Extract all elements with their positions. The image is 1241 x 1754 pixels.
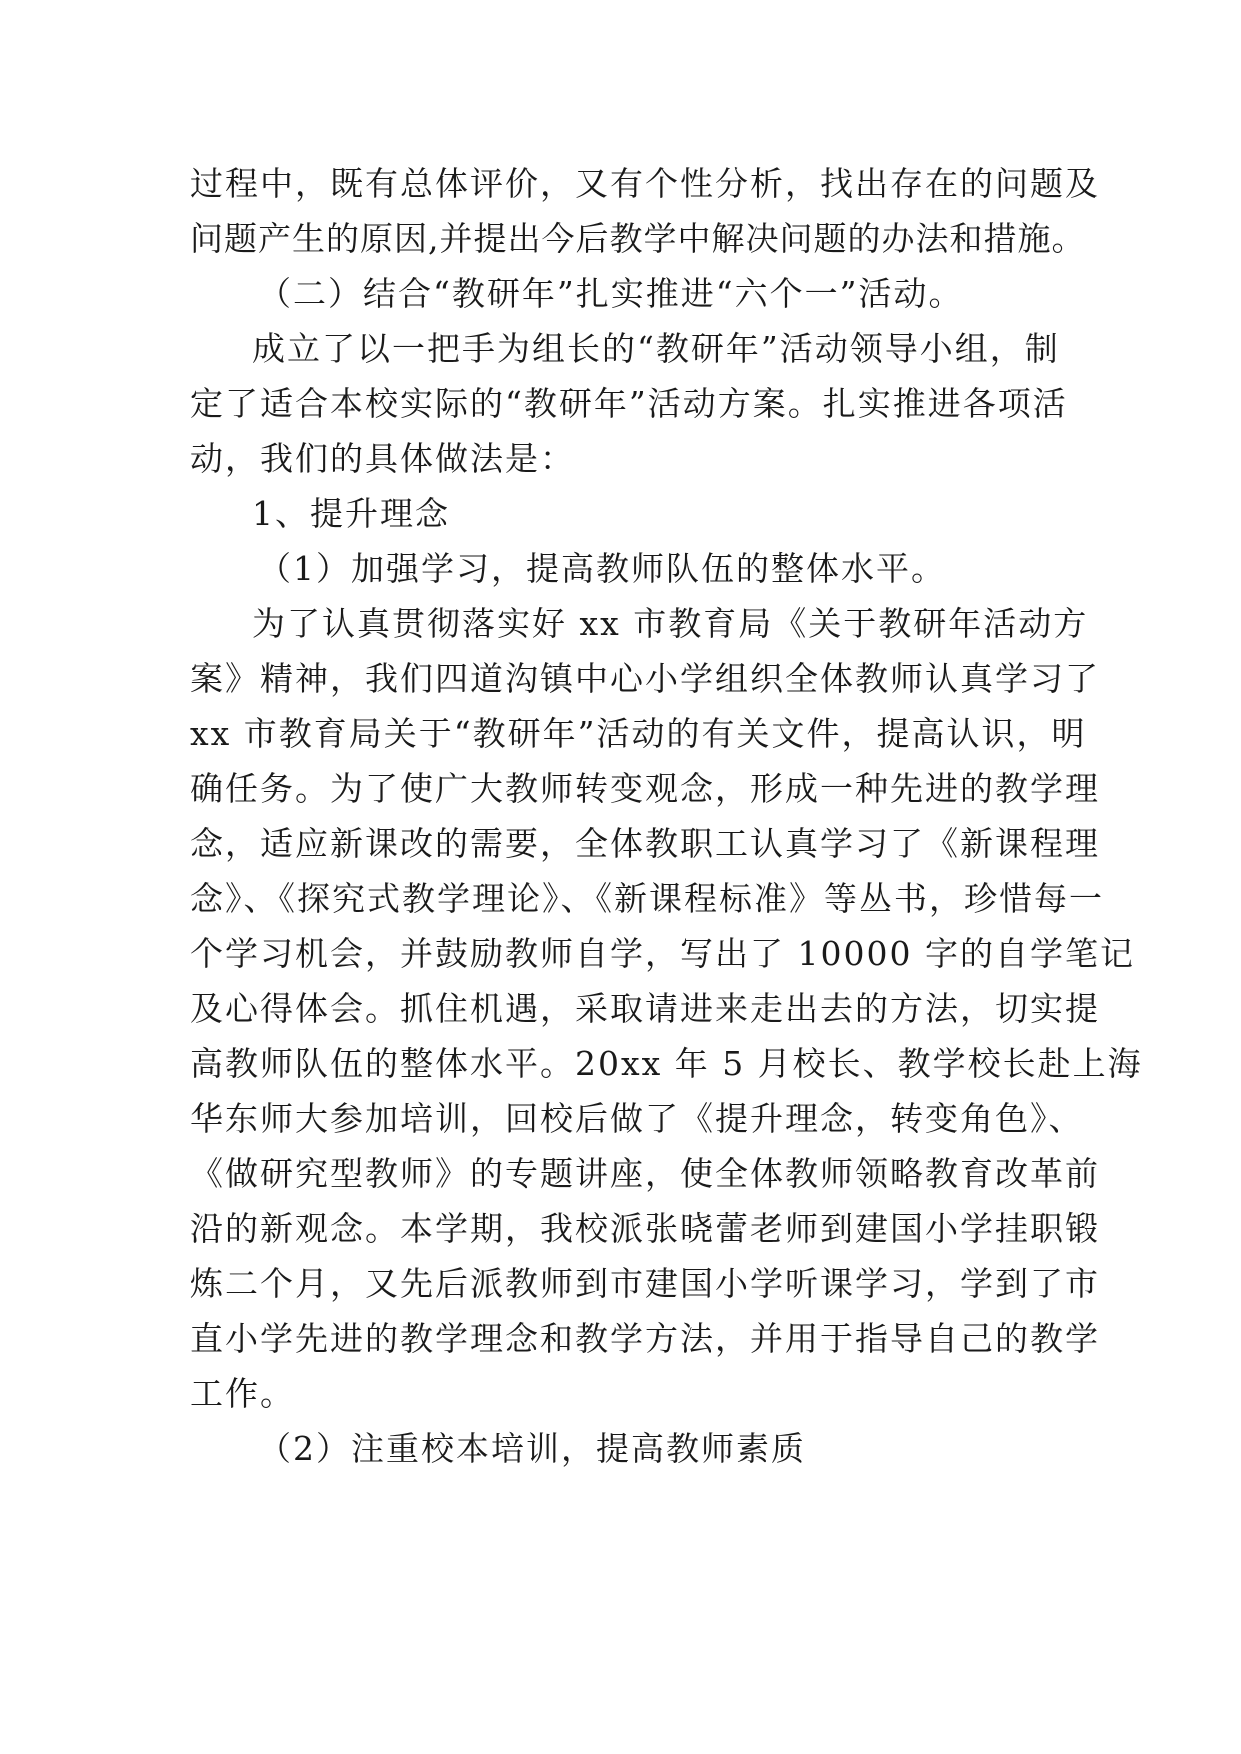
text-line: 个学习机会，并鼓励教师自学，写出了 10000 字的自学笔记	[190, 934, 1135, 973]
text-line: xx 市教育局关于“教研年”活动的有关文件，提高认识，明	[190, 714, 1087, 753]
text-line: 动，我们的具体做法是：	[190, 439, 575, 478]
text-line: 《做研究型教师》的专题讲座，使全体教师领略教育改革前	[190, 1154, 1100, 1193]
section-heading: （二）结合“教研年”扎实推进“六个一”活动。	[258, 274, 964, 313]
text-line: 华东师大参加培训，回校后做了《提升理念，转变角色》、	[190, 1099, 1084, 1138]
subsection-heading: 1、提升理念	[252, 494, 450, 533]
text-line: 确任务。为了使广大教师转变观念，形成一种先进的教学理	[190, 769, 1100, 808]
text-line: 工作。	[190, 1374, 295, 1413]
text-line: 沿的新观念。本学期，我校派张晓蕾老师到建国小学挂职锻	[190, 1209, 1100, 1248]
text-line: 念，适应新课改的需要，全体教职工认真学习了《新课程理	[190, 824, 1100, 863]
text-line: 念》、《探究式教学理论》、《新课程标准》等丛书，珍惜每一	[190, 879, 1104, 918]
subsection-heading: （2）注重校本培训，提高教师素质	[258, 1429, 806, 1468]
text-line: 过程中，既有总体评价，又有个性分析，找出存在的问题及	[190, 164, 1100, 203]
text-line: 成立了以一把手为组长的“教研年”活动领导小组，制	[252, 329, 1060, 368]
text-line: 案》精神，我们四道沟镇中心小学组织全体教师认真学习了	[190, 659, 1100, 698]
text-line: 为了认真贯彻落实好 xx 市教育局《关于教研年活动方	[252, 604, 1089, 643]
text-line: 高教师队伍的整体水平。20xx 年 5 月校长、教学校长赴上海	[190, 1044, 1143, 1083]
text-line: 及心得体会。抓住机遇，采取请进来走出去的方法，切实提	[190, 989, 1100, 1028]
subsection-heading: （1）加强学习，提高教师队伍的整体水平。	[258, 549, 946, 588]
text-line: 炼二个月，又先后派教师到市建国小学听课学习，学到了市	[190, 1264, 1100, 1303]
text-line: 问题产生的原因,并提出今后教学中解决问题的办法和措施。	[190, 219, 1086, 258]
text-line: 直小学先进的教学理念和教学方法，并用于指导自己的教学	[190, 1319, 1100, 1358]
text-line: 定了适合本校实际的“教研年”活动方案。扎实推进各项活	[190, 384, 1068, 423]
